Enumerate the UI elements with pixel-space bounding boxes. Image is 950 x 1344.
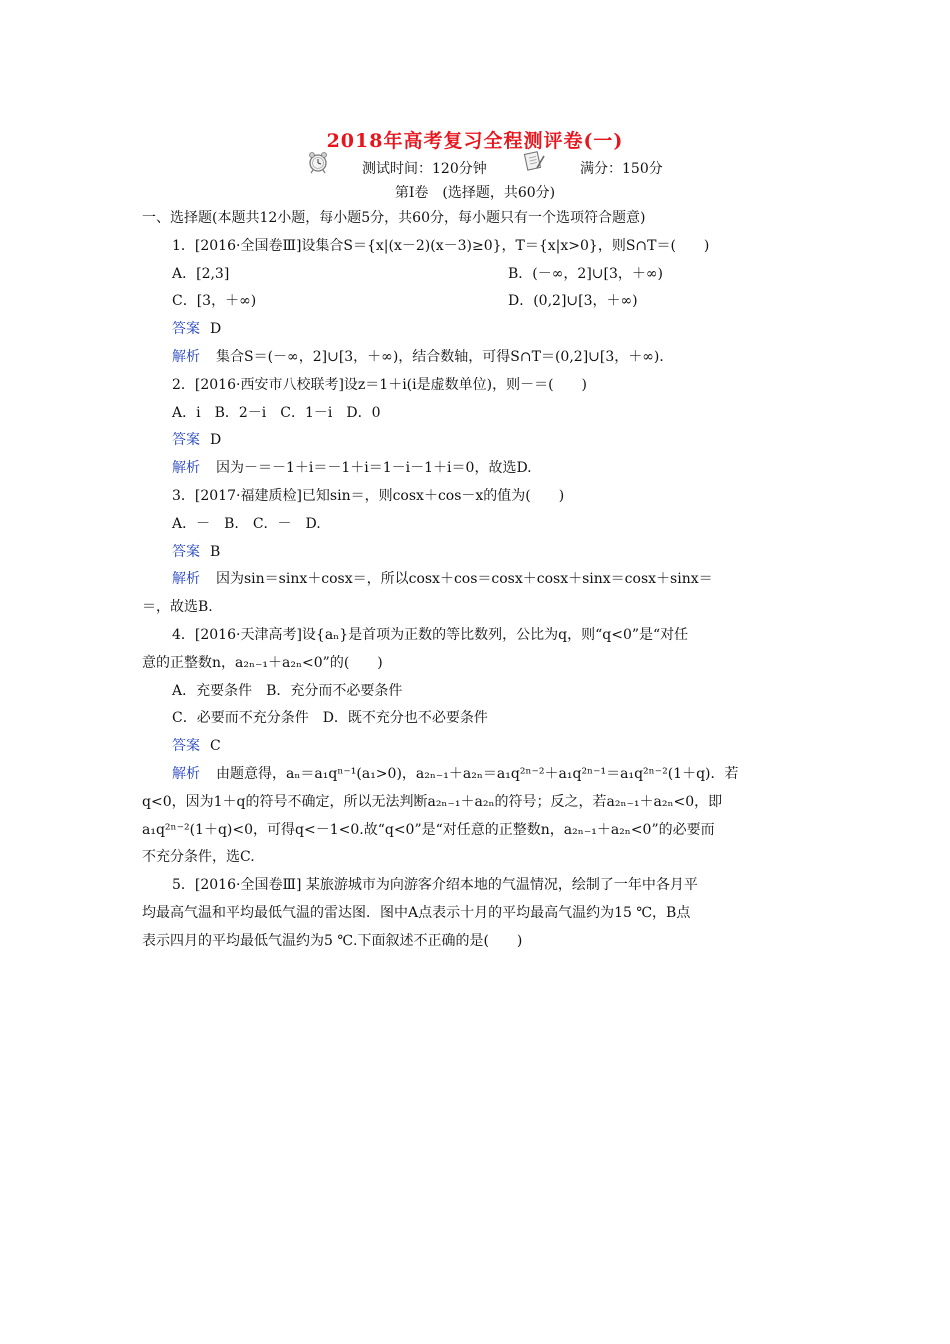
- paper-pen-icon: [522, 148, 546, 172]
- q1-analysis: [142, 344, 810, 372]
- q1-analysis-text: 集合S＝(－∞，2]∪[3，＋∞)，结合数轴，可得S∩T＝(0,2]∪[3，＋∞)．: [216, 348, 674, 365]
- q3-analysis: [142, 566, 810, 594]
- q2-analysis-text: 因为－＝－1＋i＝－1＋i＝1－i－1＋i＝0，故选D.: [216, 460, 532, 477]
- question-1-options-row2: [142, 288, 810, 316]
- analysis-label: 解析: [172, 348, 200, 365]
- q4-analysis-text-2: q<0，因为1＋q的符号不确定，所以无法判断a₂ₙ₋₁＋a₂ₙ的符号；反之，若a₂ₙ₋₁＋a₂ₙ<0，即: [142, 793, 723, 810]
- q4-analysis: [142, 761, 810, 789]
- q1-answer-value: D: [210, 321, 222, 338]
- exam-title: 2018年高考复习全程测评卷(一): [326, 130, 624, 152]
- q1-option-d: D．(0,2]∪[3，＋∞): [508, 293, 638, 310]
- q3-analysis-text-1: 因为sin＝sinx＋cosx＝，所以cosx＋cos＝cosx＋cosx＋sinx＝cosx＋sinx＝: [216, 571, 713, 588]
- analysis-label: 解析: [172, 460, 200, 477]
- part-heading: 第Ⅰ卷 (选择题，共60分): [394, 185, 556, 201]
- question-3-stem: 3．[2017·福建质检]已知sin＝，则cosx＋cos－x的值为( ): [172, 487, 565, 504]
- answer-label: 答案: [172, 738, 200, 755]
- answer-label: 答案: [172, 432, 200, 449]
- question-4-options-1: A．充要条件 B．充分而不必要条件: [172, 682, 403, 699]
- analysis-label: 解析: [172, 765, 200, 782]
- exam-meta: [0, 158, 950, 182]
- q1-answer: [142, 316, 810, 344]
- question-5-stem-1: 5．[2016·全国卷Ⅲ] 某旅游城市为向游客介绍本地的气温情况，绘制了一年中各月平: [172, 877, 698, 894]
- question-3-options: A．－ B. C．－ D.: [172, 515, 321, 532]
- q1-option-b: B．(－∞，2]∪[3，＋∞): [508, 265, 664, 282]
- q2-analysis: [142, 455, 810, 483]
- test-time: 测试时间：120分钟: [362, 161, 487, 177]
- full-score: 满分：150分: [580, 161, 663, 177]
- q4-analysis-text-3: a₁q²ⁿ⁻²(1＋q)<0，可得q<－1<0.故“q<0”是“对任意的正整数n，a₂ₙ₋₁＋a₂ₙ<0”的必要而: [142, 821, 715, 838]
- question-1-options-row1: [142, 261, 810, 289]
- q3-answer: [142, 539, 810, 567]
- question-2-stem: 2．[2016·西安市八校联考]设z＝1＋i(i是虚数单位)，则－＝( ): [172, 376, 587, 393]
- q3-analysis-text-2: ＝，故选B.: [142, 599, 213, 616]
- question-4-stem-1: 4．[2016·天津高考]设{aₙ}是首项为正数的等比数列，公比为q，则“q<0”是“对任: [172, 626, 689, 643]
- exam-body: [142, 205, 810, 956]
- question-1-stem: 1．[2016·全国卷Ⅲ]设集合S＝{x|(x－2)(x－3)≥0}，T＝{x|x>0}，则S∩T＝( ): [172, 237, 710, 254]
- alarm-clock-icon: [306, 150, 330, 174]
- q2-answer-value: D: [210, 432, 222, 449]
- q4-analysis-text-4: 不充分条件，选C.: [142, 849, 255, 866]
- question-2-options: A．i B．2－i C．1－i D．0: [172, 404, 381, 421]
- analysis-label: 解析: [172, 571, 200, 588]
- q4-answer: [142, 733, 810, 761]
- question-4-options-2: C．必要而不充分条件 D．既不充分也不必要条件: [172, 710, 488, 727]
- question-4-stem-2: 意的正整数n，a₂ₙ₋₁＋a₂ₙ<0”的( ): [142, 654, 383, 671]
- q2-answer: [142, 427, 810, 455]
- q3-answer-value: B: [210, 543, 221, 560]
- answer-label: 答案: [172, 543, 200, 560]
- section-heading: 一、选择题(本题共12小题，每小题5分，共60分，每小题只有一个选项符合题意): [142, 210, 646, 226]
- q4-analysis-text-1: 由题意得，aₙ＝a₁qⁿ⁻¹(a₁>0)，a₂ₙ₋₁＋a₂ₙ＝a₁q²ⁿ⁻²＋a₁q²ⁿ⁻¹＝a₁q²ⁿ⁻²(1＋q)．若: [216, 765, 739, 782]
- q4-answer-value: C: [210, 738, 221, 755]
- q1-option-a: A．[2,3]: [172, 265, 230, 282]
- answer-label: 答案: [172, 321, 200, 338]
- question-5-stem-2: 均最高气温和平均最低气温的雷达图．图中A点表示十月的平均最高气温约为15 ℃，B点: [142, 904, 691, 921]
- question-5-stem-3: 表示四月的平均最低气温约为5 ℃.下面叙述不正确的是( ): [142, 932, 523, 949]
- q1-option-c: C．[3，＋∞): [172, 293, 257, 310]
